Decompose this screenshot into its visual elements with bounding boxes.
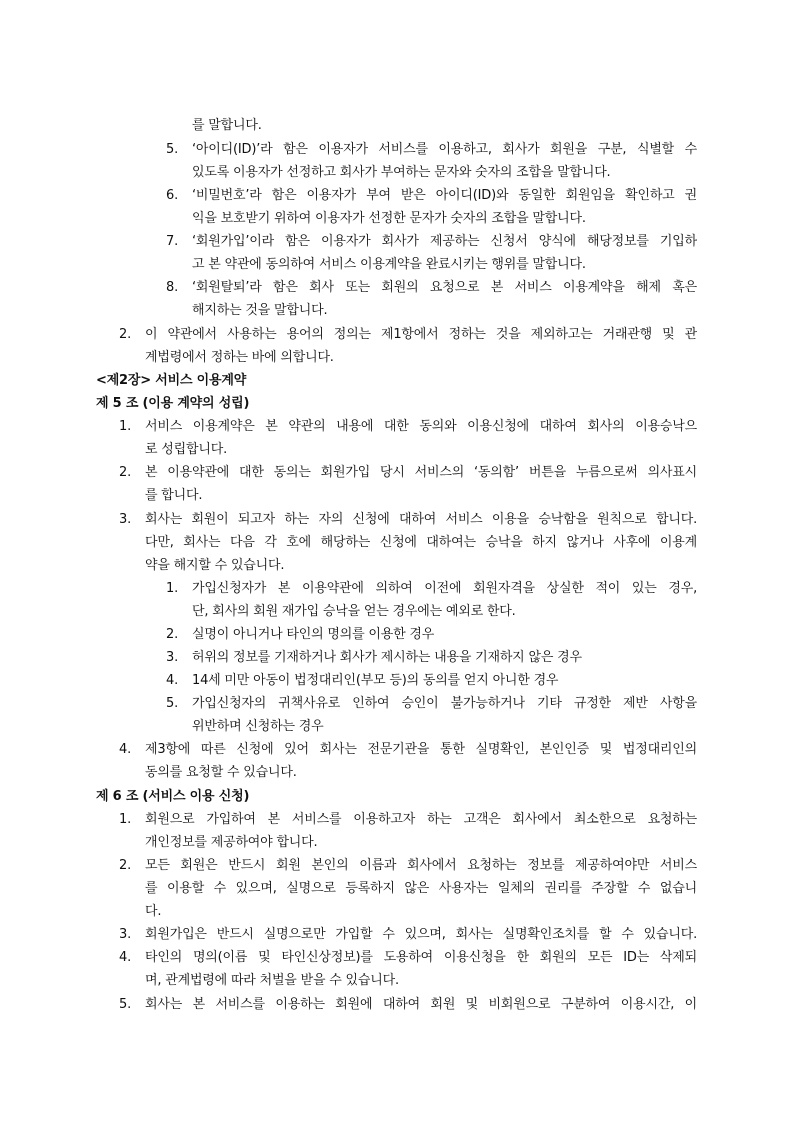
article-5-item-3-line-2	[145, 531, 697, 554]
item-number: 6.	[166, 188, 179, 203]
item-text: 14세 미만 아동이 법정대리인(부모 등)의 동의를 얻지 아니한 경우	[192, 673, 559, 688]
item-number: 4.	[119, 742, 132, 757]
item-text: 본 이용약관에 대한 동의는 회원가입 당시 서비스의 ‘동의함’ 버튼을 누름으로써 의사표시	[145, 465, 697, 480]
item-text: 로 성립합니다.	[145, 442, 228, 457]
article-5-subitem-5	[166, 692, 697, 715]
item-text: ‘비밀번호’라 함은 이용자가 부여 받은 아이디(ID)와 동일한 회원임을 확인하고 권	[192, 188, 697, 203]
article-5-item-2	[119, 461, 697, 484]
item-text: 모든 회원은 반드시 회원 본인의 이름과 회사에서 요청하는 정보를 제공하여야만 서비스	[145, 858, 697, 873]
item-text: 약을 해지할 수 있습니다.	[145, 558, 285, 573]
item-text: 있도록 이용자가 선정하고 회사가 부여하는 문자와 숫자의 조합을 말합니다.	[192, 165, 611, 180]
article-5-item-1	[119, 415, 697, 438]
item-text: 계법령에서 정하는 바에 의합니다.	[145, 350, 334, 365]
item-text: 며, 관계법령에 따라 처벌을 받을 수 있습니다.	[145, 973, 399, 988]
item-text: 를 이용할 수 있으며, 실명으로 등록하지 않은 사용자는 일체의 권리를 주장할 수 없습니	[145, 881, 697, 896]
article-5-subitem-5-line-2	[192, 715, 323, 738]
item-text: ‘회원탈퇴’라 함은 회사 또는 회원의 요청으로 본 서비스 이용계약을 해제 혹은	[192, 280, 697, 295]
item-text: 타인의 명의(이름 및 타인신상정보)를 도용하여 이용신청을 한 회원의 모든 ID는 삭제되	[145, 950, 697, 965]
definition-clause-2-line-2	[145, 346, 334, 369]
item-text: 고 본 약관에 동의하여 서비스 이용계약을 완료시키는 행위를 말합니다.	[192, 257, 586, 272]
item-number: 3.	[119, 512, 132, 527]
article-6-item-2-line-3	[145, 900, 161, 923]
article-5-item-3-line-3	[145, 554, 284, 577]
article-6-item-2	[119, 854, 697, 877]
heading-text: 제 5 조 (이용 계약의 성립)	[96, 396, 250, 411]
item-text: 익을 보호받기 위하여 이용자가 선정한 문자가 숫자의 조합을 말합니다.	[192, 211, 586, 226]
item-text: 회원으로 가입하여 본 서비스를 이용하고자 하는 고객은 회사에서 최소한으로 요청하는	[145, 812, 697, 827]
item-text: 가입신청자의 귀책사유로 인하여 승인이 불가능하거나 기타 규정한 제반 사항을	[192, 696, 697, 711]
item-number: 4.	[119, 950, 132, 965]
item-number: 1.	[166, 581, 179, 596]
item-number: 7.	[166, 234, 179, 249]
article-5-item-3	[119, 508, 697, 531]
item-number: 5.	[119, 997, 132, 1012]
item-text: 허위의 정보를 기재하거나 회사가 제시하는 내용을 기재하지 않은 경우	[192, 650, 582, 665]
article-6-item-5	[119, 993, 697, 1016]
heading-text: <제2장> 서비스 이용계약	[96, 373, 247, 388]
definition-item-5	[166, 138, 697, 161]
item-text: 가입신청자가 본 이용약관에 의하여 이전에 회원자격을 상실한 적이 있는 경우,	[192, 581, 697, 596]
item-text: 동의를 요청할 수 있습니다.	[145, 765, 297, 780]
definition-item-8-line-2	[192, 299, 327, 322]
item-text: 서비스 이용계약은 본 약관의 내용에 대한 동의와 이용신청에 대하여 회사의 이용승낙으	[145, 419, 697, 434]
article-6-item-2-line-2	[145, 877, 697, 900]
item-number: 3.	[166, 650, 179, 665]
item-text: 위반하며 신청하는 경우	[192, 719, 324, 734]
item-text: 를 합니다.	[145, 488, 203, 503]
definition-item-7-line-2	[192, 253, 586, 276]
item-number: 3.	[119, 927, 132, 942]
item-number: 2.	[119, 327, 132, 342]
article-6-item-3	[119, 923, 697, 946]
item-number: 8.	[166, 280, 179, 295]
article-5-item-4-line-2	[145, 761, 297, 784]
item-text: 해지하는 것을 말합니다.	[192, 303, 328, 318]
item-text: 회사는 회원이 되고자 하는 자의 신청에 대하여 서비스 이용을 승낙함을 원칙으로 합니다.	[145, 512, 697, 527]
article-5-title	[96, 392, 249, 415]
item-text: ‘아이디(ID)’라 함은 이용자가 서비스를 이용하고, 회사가 회원을 구분, 식별할 수	[192, 142, 697, 157]
definition-item-6	[166, 184, 697, 207]
definition-4-continuation	[192, 114, 262, 137]
item-number: 2.	[119, 858, 132, 873]
definition-item-6-line-2	[192, 207, 586, 230]
article-6-item-1	[119, 808, 697, 831]
article-5-subitem-1-line-2	[192, 600, 516, 623]
article-6-item-4-line-2	[145, 969, 399, 992]
item-text: 이 약관에서 사용하는 용어의 정의는 제1항에서 정하는 것을 제외하고는 거래관행 및 관	[145, 327, 697, 342]
article-5-subitem-1	[166, 577, 697, 600]
item-text: 다.	[145, 904, 162, 919]
definition-item-5-line-2	[192, 161, 611, 184]
item-text: 회사는 본 서비스를 이용하는 회원에 대하여 회원 및 비회원으로 구분하여 이용시간, 이	[145, 997, 697, 1012]
heading-text: 제 6 조 (서비스 이용 신청)	[96, 789, 250, 804]
item-text: 제3항에 따른 신청에 있어 회사는 전문기관을 통한 실명확인, 본인인증 및 법정대리인의	[145, 742, 697, 757]
article-5-item-4	[119, 738, 697, 761]
item-text: 회원가입은 반드시 실명으로만 가입할 수 있으며, 회사는 실명확인조치를 할 수 있습니다.	[145, 927, 697, 942]
definition-item-8	[166, 276, 697, 299]
article-5-item-2-line-2	[145, 484, 202, 507]
item-number: 2.	[166, 627, 179, 642]
article-6-title	[96, 785, 249, 808]
item-number: 4.	[166, 673, 179, 688]
item-number: 1.	[119, 419, 132, 434]
article-5-item-1-line-2	[145, 438, 227, 461]
item-text: 개인정보를 제공하여야 합니다.	[145, 835, 318, 850]
item-number: 2.	[119, 465, 132, 480]
definition-clause-2	[119, 323, 697, 346]
article-6-item-1-line-2	[145, 831, 317, 854]
item-text: ‘회원가입’이라 함은 이용자가 회사가 제공하는 신청서 양식에 해당정보를 기입하	[192, 234, 697, 249]
line-text: 를 말합니다.	[192, 118, 262, 133]
definition-item-7	[166, 230, 697, 253]
item-text: 다만, 회사는 다음 각 호에 해당하는 신청에 대하여는 승낙을 하지 않거나 사후에 이용계	[145, 535, 697, 550]
item-number: 1.	[119, 812, 132, 827]
item-number: 5.	[166, 696, 179, 711]
item-text: 실명이 아니거나 타인의 명의를 이용한 경우	[192, 627, 435, 642]
item-text: 단, 회사의 회원 재가입 승낙을 얻는 경우에는 예외로 한다.	[192, 604, 516, 619]
chapter-2-title	[96, 369, 246, 392]
item-number: 5.	[166, 142, 179, 157]
article-6-item-4	[119, 946, 697, 969]
